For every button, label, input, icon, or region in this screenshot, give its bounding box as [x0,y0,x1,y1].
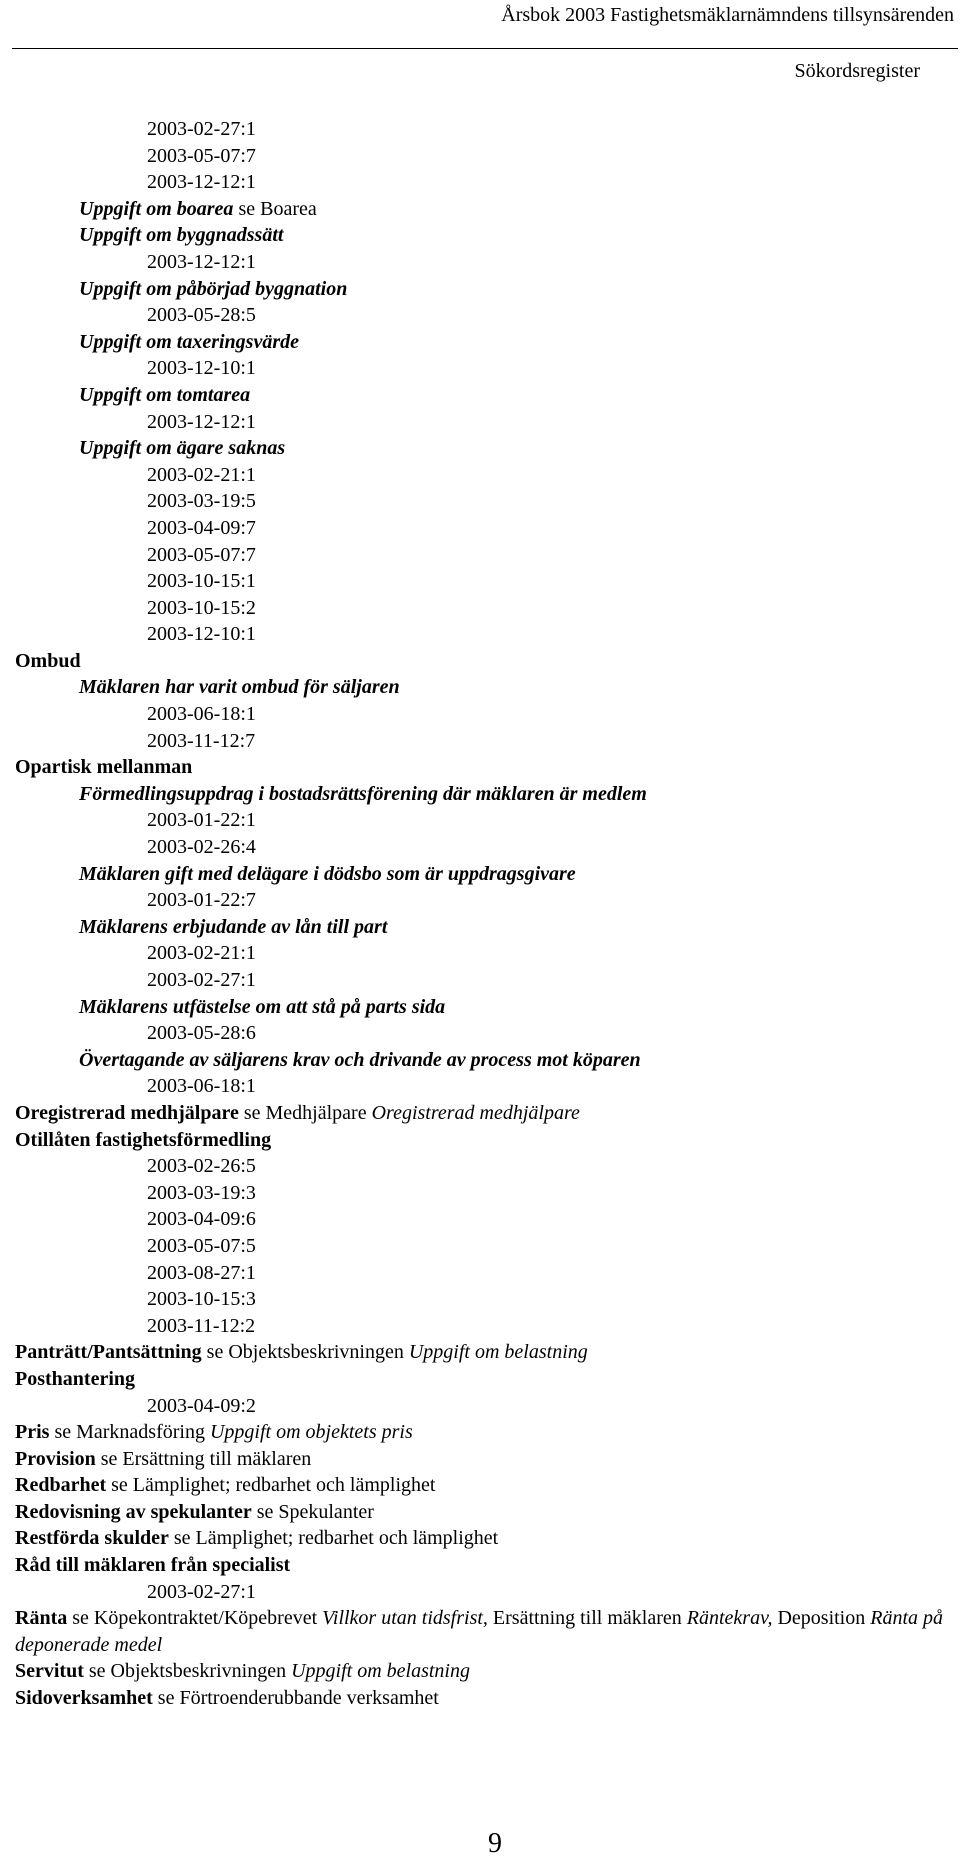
entry-text: Uppgift om tomtarea [79,383,251,406]
entry-text: se Medhjälpare [238,1101,372,1124]
entry-text: Uppgift om objektets pris [209,1421,413,1444]
entry-text: se Ersättning till mäklaren [95,1447,312,1470]
case-reference [15,515,950,542]
entry-text: Restförda skulder [15,1527,169,1550]
index-heading [15,1100,950,1127]
entry-text: se Lämplighet; redbarhet och lämplighet [106,1474,436,1497]
case-reference [15,1286,950,1313]
index-subheading [15,329,950,356]
entry-text: Räntekrav, [686,1607,773,1630]
case-reference [15,169,950,196]
entry-text: Panträtt/Pantsättning [15,1341,202,1364]
index-heading [15,1658,950,1685]
index-entries [15,116,950,1712]
entry-text: Uppgift om taxeringsvärde [79,330,299,353]
entry-text: se Förtroenderubbande verksamhet [152,1687,439,1710]
index-heading [15,1472,950,1499]
entry-text: Otillåten fastighetsförmedling [15,1128,272,1151]
entry-text: Mäklaren gift med delägare i dödsbo som är uppdragsgivare [79,862,576,885]
entry-text: 2003-06-18:1 [147,703,256,726]
entry-text: 2003-12-12:1 [147,250,256,273]
index-heading [15,1525,950,1552]
entry-text: Redovisning av spekulanter [15,1500,252,1523]
index-heading [15,1685,950,1712]
entry-text: Oregistrerad medhjälpare [371,1101,580,1124]
entry-text: se Köpekontraktet/Köpebrevet [67,1607,323,1630]
case-reference [15,1206,950,1233]
entry-text: se Objektsbeskrivningen [83,1660,292,1683]
entry-text: 2003-02-27:1 [147,1580,256,1603]
entry-text: 2003-05-07:7 [147,543,256,566]
entry-text: 2003-05-07:5 [147,1234,256,1257]
entry-text: Övertagande av säljarens krav och drivande av process mot köparen [79,1048,641,1071]
entry-text: 2003-12-12:1 [147,171,256,194]
section-title: Sökordsregister [794,60,920,82]
entry-text: Servitut [15,1660,84,1683]
entry-text: 2003-02-21:1 [147,942,256,965]
entry-text: Sidoverksamhet [15,1687,153,1710]
entry-text: 2003-03-19:5 [147,490,256,513]
entry-text: Ombud [15,649,81,672]
case-reference [15,302,950,329]
entry-text: Mäklaren har varit ombud för säljaren [79,676,400,699]
entry-text: Uppgift om belastning [291,1660,470,1683]
case-reference [15,940,950,967]
entry-text: Mäklarens utfästelse om att stå på parts sida [79,995,446,1018]
case-reference [15,621,950,648]
entry-text: 2003-12-10:1 [147,623,256,646]
case-reference [15,887,950,914]
case-reference [15,116,950,143]
entry-text: 2003-01-22:1 [147,809,256,832]
entry-text: 2003-02-26:5 [147,1155,256,1178]
entry-text: 2003-11-12:7 [147,729,256,752]
entry-text: se Lämplighet; redbarhet och lämplighet [168,1527,499,1550]
entry-text: 2003-05-07:7 [147,144,256,167]
index-subheading [15,861,950,888]
entry-text: 2003-06-18:1 [147,1075,256,1098]
entry-text: 2003-02-27:1 [147,969,256,991]
index-subheading [15,1047,950,1074]
entry-text: 2003-10-15:3 [147,1288,256,1311]
case-reference [15,409,950,436]
entry-text: Uppgift om byggnadssätt [79,224,284,247]
entry-text: Ränta på deponerade medel [15,1607,944,1656]
case-reference [15,1393,950,1420]
index-heading [15,1499,950,1526]
index-heading [15,1339,950,1366]
case-reference [15,1153,950,1180]
entry-text: Förmedlingsuppdrag i bostadsrättsförening där mäklaren är medlem [79,782,647,805]
entry-text: Deposition [772,1607,871,1630]
index-heading [15,1552,950,1579]
case-reference [15,143,950,170]
index-subheading [15,196,950,223]
entry-text: 2003-10-15:2 [147,596,256,619]
index-heading [15,1127,950,1154]
entry-text: 2003-02-27:1 [147,118,256,140]
case-reference [15,1180,950,1207]
entry-text: Oregistrerad medhjälpare [15,1101,239,1124]
case-reference [15,1579,950,1606]
case-reference [15,1313,950,1340]
entry-text: 2003-04-09:6 [147,1208,256,1231]
index-heading [15,1446,950,1473]
index-subheading [15,276,950,303]
document-header-title: Årsbok 2003 Fastighetsmäklarnämndens tillsynsärenden [501,4,954,26]
entry-text: 2003-12-10:1 [147,357,256,380]
case-reference [15,568,950,595]
entry-text: Opartisk mellanman [15,756,193,779]
entry-text: 2003-04-09:2 [147,1394,256,1417]
entry-text: Råd till mäklaren från specialist [15,1554,291,1577]
index-heading [15,1366,950,1393]
index-subheading [15,781,950,808]
entry-text: se Objektsbeskrivningen [201,1341,409,1364]
index-heading [15,754,950,781]
entry-text: Uppgift om boarea [79,197,234,220]
index-subheading [15,914,950,941]
page-number: 9 [488,1828,502,1859]
case-reference [15,249,950,276]
header-divider [12,48,958,49]
case-reference [15,1233,950,1260]
entry-text: 2003-05-28:6 [147,1022,256,1045]
case-reference [15,1073,950,1100]
entry-text: 2003-08-27:1 [147,1261,256,1284]
entry-text: Pris [15,1421,50,1444]
entry-text: 2003-04-09:7 [147,516,256,539]
case-reference [15,1020,950,1047]
entry-text: 2003-02-26:4 [147,836,256,859]
entry-text: Uppgift om ägare saknas [79,437,286,460]
case-reference [15,488,950,515]
entry-text: 2003-02-21:1 [147,463,256,486]
case-reference [15,807,950,834]
entry-text: Posthantering [15,1367,135,1390]
entry-text: Ränta [15,1607,68,1630]
case-reference [15,595,950,622]
entry-text: se Marknadsföring [49,1421,210,1444]
entry-text: Uppgift om påbörjad byggnation [79,277,348,300]
case-reference [15,967,950,994]
entry-text: 2003-05-28:5 [147,304,256,327]
case-reference [15,462,950,489]
case-reference [15,1260,950,1287]
index-subheading [15,222,950,249]
entry-text: 2003-11-12:2 [147,1314,256,1337]
case-reference [15,701,950,728]
case-reference [15,542,950,569]
index-heading [15,1419,950,1446]
index-heading [15,648,950,675]
entry-text: Uppgift om belastning [408,1341,588,1364]
case-reference [15,834,950,861]
entry-text: 2003-12-12:1 [147,410,256,433]
entry-text: 2003-10-15:1 [147,570,256,593]
entry-text: 2003-03-19:3 [147,1181,256,1204]
case-reference [15,355,950,382]
entry-text: Provision [15,1447,96,1470]
entry-text: se Spekulanter [251,1500,374,1523]
entry-text: se Boarea [233,197,317,220]
index-subheading [15,674,950,701]
entry-text: Mäklarens erbjudande av lån till part [79,915,388,938]
index-subheading [15,382,950,409]
entry-text: 2003-01-22:7 [147,889,256,912]
index-subheading [15,994,950,1021]
index-heading [15,1605,950,1658]
index-subheading [15,435,950,462]
entry-text: Redbarhet [15,1474,107,1497]
entry-text: Ersättning till mäklaren [487,1607,687,1630]
case-reference [15,728,950,755]
entry-text: Villkor utan tidsfrist, [322,1607,488,1630]
